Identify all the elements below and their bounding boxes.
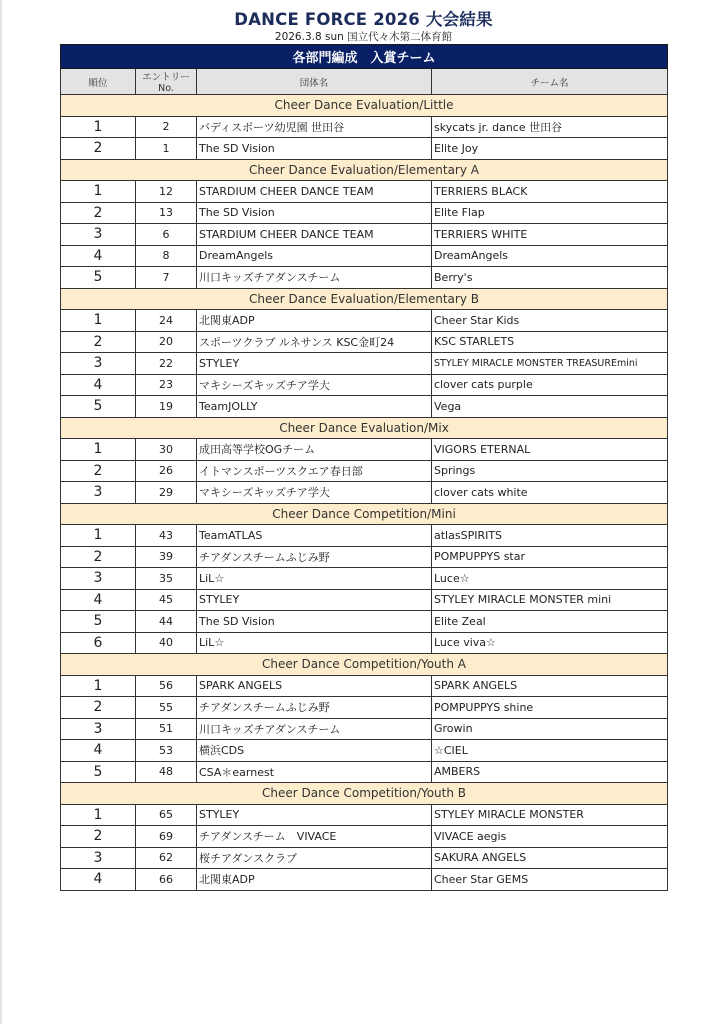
category-title: Cheer Dance Competition/Youth A <box>61 654 668 676</box>
table-row <box>61 847 668 869</box>
category-title: Cheer Dance Evaluation/Little <box>61 95 668 117</box>
category-header-row <box>61 159 668 181</box>
entry-no-cell: 44 <box>136 611 197 633</box>
organization-cell: バディスポーツ幼児園 世田谷 <box>197 116 432 138</box>
rank-cell: 2 <box>61 697 136 719</box>
entry-no-cell: 62 <box>136 847 197 869</box>
table-row <box>61 826 668 848</box>
rank-cell: 2 <box>61 460 136 482</box>
rank-cell: 2 <box>61 202 136 224</box>
team-name-cell: Luce viva☆ <box>432 632 668 654</box>
table-row <box>61 181 668 203</box>
table-row <box>61 353 668 375</box>
organization-cell: The SD Vision <box>197 202 432 224</box>
column-header-row <box>61 69 668 95</box>
category-header-row <box>61 95 668 117</box>
category-title: Cheer Dance Competition/Mini <box>61 503 668 525</box>
table-row <box>61 267 668 289</box>
organization-cell: マキシーズキッズチア学大 <box>197 374 432 396</box>
table-row <box>61 675 668 697</box>
organization-cell: 川口キッズチアダンスチーム <box>197 267 432 289</box>
entry-no-cell: 30 <box>136 439 197 461</box>
table-row <box>61 245 668 267</box>
team-name-cell: Growin <box>432 718 668 740</box>
rank-cell: 4 <box>61 245 136 267</box>
category-title: Cheer Dance Evaluation/Mix <box>61 417 668 439</box>
table-row <box>61 546 668 568</box>
team-name-cell: Springs <box>432 460 668 482</box>
rank-cell: 1 <box>61 525 136 547</box>
entry-no-cell: 7 <box>136 267 197 289</box>
entry-no-cell: 1 <box>136 138 197 160</box>
table-row <box>61 869 668 891</box>
entry-no-cell: 65 <box>136 804 197 826</box>
event-date-venue: 2026.3.8 sun 国立代々木第二体育館 <box>274 31 453 43</box>
column-header-entry-no: エントリーNo. <box>136 69 197 95</box>
table-row <box>61 525 668 547</box>
entry-no-cell: 12 <box>136 181 197 203</box>
organization-cell: 桜チアダンスクラブ <box>197 847 432 869</box>
entry-no-cell: 19 <box>136 396 197 418</box>
results-banner <box>61 45 668 69</box>
organization-cell: マキシーズキッズチア学大 <box>197 482 432 504</box>
rank-cell: 6 <box>61 632 136 654</box>
team-name-cell: Elite Zeal <box>432 611 668 633</box>
rank-cell: 3 <box>61 482 136 504</box>
team-name-cell: clover cats white <box>432 482 668 504</box>
organization-cell: イトマンスポーツスクエア春日部 <box>197 460 432 482</box>
rank-cell: 2 <box>61 138 136 160</box>
team-name-cell: SAKURA ANGELS <box>432 847 668 869</box>
entry-no-cell: 40 <box>136 632 197 654</box>
rank-cell: 1 <box>61 804 136 826</box>
entry-no-cell: 55 <box>136 697 197 719</box>
team-name-cell: clover cats purple <box>432 374 668 396</box>
table-row <box>61 589 668 611</box>
entry-no-cell: 6 <box>136 224 197 246</box>
organization-cell: DreamAngels <box>197 245 432 267</box>
entry-no-cell: 2 <box>136 116 197 138</box>
entry-no-cell: 8 <box>136 245 197 267</box>
rank-cell: 1 <box>61 310 136 332</box>
table-row <box>61 460 668 482</box>
organization-cell: STARDIUM CHEER DANCE TEAM <box>197 224 432 246</box>
organization-cell: STARDIUM CHEER DANCE TEAM <box>197 181 432 203</box>
table-row <box>61 202 668 224</box>
results-table <box>60 44 668 891</box>
table-row <box>61 697 668 719</box>
entry-no-cell: 48 <box>136 761 197 783</box>
table-row <box>61 331 668 353</box>
entry-no-cell: 23 <box>136 374 197 396</box>
category-header-row <box>61 288 668 310</box>
rank-cell: 5 <box>61 396 136 418</box>
category-header-row <box>61 417 668 439</box>
category-header-row <box>61 783 668 805</box>
organization-cell: LiL☆ <box>197 568 432 590</box>
team-name-cell: STYLEY MIRACLE MONSTER <box>432 804 668 826</box>
team-name-cell: TERRIERS WHITE <box>432 224 668 246</box>
rank-cell: 3 <box>61 718 136 740</box>
organization-cell: LiL☆ <box>197 632 432 654</box>
organization-cell: TeamJOLLY <box>197 396 432 418</box>
entry-no-cell: 45 <box>136 589 197 611</box>
entry-no-cell: 26 <box>136 460 197 482</box>
rank-cell: 2 <box>61 826 136 848</box>
rank-cell: 2 <box>61 546 136 568</box>
organization-cell: 横浜CDS <box>197 740 432 762</box>
team-name-cell: Luce☆ <box>432 568 668 590</box>
organization-cell: チアダンスチーム VIVACE <box>197 826 432 848</box>
rank-cell: 4 <box>61 589 136 611</box>
team-name-cell: Cheer Star GEMS <box>432 869 668 891</box>
banner-title: 各部門編成 入賞チーム <box>61 45 668 69</box>
table-row <box>61 632 668 654</box>
organization-cell: チアダンスチームふじみ野 <box>197 697 432 719</box>
team-name-cell: POMPUPPYS star <box>432 546 668 568</box>
team-name-cell: KSC STARLETS <box>432 331 668 353</box>
entry-no-cell: 66 <box>136 869 197 891</box>
entry-no-cell: 43 <box>136 525 197 547</box>
organization-cell: The SD Vision <box>197 611 432 633</box>
table-row <box>61 611 668 633</box>
team-name-cell: Cheer Star Kids <box>432 310 668 332</box>
entry-no-cell: 51 <box>136 718 197 740</box>
team-name-cell: STYLEY MIRACLE MONSTER TREASUREmini <box>432 353 668 375</box>
table-row <box>61 804 668 826</box>
team-name-cell: TERRIERS BLACK <box>432 181 668 203</box>
team-name-cell: POMPUPPYS shine <box>432 697 668 719</box>
entry-no-cell: 22 <box>136 353 197 375</box>
category-title: Cheer Dance Evaluation/Elementary A <box>61 159 668 181</box>
rank-cell: 3 <box>61 847 136 869</box>
table-row <box>61 439 668 461</box>
rank-cell: 4 <box>61 740 136 762</box>
table-row <box>61 224 668 246</box>
column-header-organization: 団体名 <box>197 69 432 95</box>
entry-no-cell: 39 <box>136 546 197 568</box>
organization-cell: 川口キッズチアダンスチーム <box>197 718 432 740</box>
organization-cell: SPARK ANGELS <box>197 675 432 697</box>
rank-cell: 3 <box>61 568 136 590</box>
organization-cell: The SD Vision <box>197 138 432 160</box>
rank-cell: 1 <box>61 675 136 697</box>
page-edge <box>0 0 2 1024</box>
team-name-cell: AMBERS <box>432 761 668 783</box>
entry-no-cell: 35 <box>136 568 197 590</box>
team-name-cell: DreamAngels <box>432 245 668 267</box>
team-name-cell: SPARK ANGELS <box>432 675 668 697</box>
team-name-cell: Berry's <box>432 267 668 289</box>
table-row <box>61 138 668 160</box>
category-title: Cheer Dance Competition/Youth B <box>61 783 668 805</box>
column-header-rank: 順位 <box>61 69 136 95</box>
rank-cell: 5 <box>61 611 136 633</box>
team-name-cell: Elite Joy <box>432 138 668 160</box>
organization-cell: 北関東ADP <box>197 869 432 891</box>
team-name-cell: skycats jr. dance 世田谷 <box>432 116 668 138</box>
rank-cell: 4 <box>61 869 136 891</box>
rank-cell: 5 <box>61 267 136 289</box>
organization-cell: TeamATLAS <box>197 525 432 547</box>
team-name-cell: STYLEY MIRACLE MONSTER mini <box>432 589 668 611</box>
entry-no-cell: 53 <box>136 740 197 762</box>
entry-no-cell: 13 <box>136 202 197 224</box>
category-header-row <box>61 654 668 676</box>
rank-cell: 1 <box>61 439 136 461</box>
organization-cell: 北関東ADP <box>197 310 432 332</box>
category-header-row <box>61 503 668 525</box>
table-row <box>61 374 668 396</box>
rank-cell: 3 <box>61 353 136 375</box>
page-title: DANCE FORCE 2026 大会結果 <box>234 10 493 29</box>
entry-no-cell: 56 <box>136 675 197 697</box>
entry-no-cell: 24 <box>136 310 197 332</box>
team-name-cell: Elite Flap <box>432 202 668 224</box>
category-title: Cheer Dance Evaluation/Elementary B <box>61 288 668 310</box>
team-name-cell: VIVACE aegis <box>432 826 668 848</box>
rank-cell: 2 <box>61 331 136 353</box>
organization-cell: STYLEY <box>197 353 432 375</box>
rank-cell: 1 <box>61 116 136 138</box>
table-row <box>61 761 668 783</box>
table-row <box>61 482 668 504</box>
table-row <box>61 310 668 332</box>
team-name-cell: VIGORS ETERNAL <box>432 439 668 461</box>
organization-cell: STYLEY <box>197 589 432 611</box>
team-name-cell: Vega <box>432 396 668 418</box>
table-row <box>61 396 668 418</box>
entry-no-cell: 69 <box>136 826 197 848</box>
organization-cell: スポーツクラブ ルネサンス KSC金町24 <box>197 331 432 353</box>
entry-no-cell: 29 <box>136 482 197 504</box>
column-header-team: チーム名 <box>432 69 668 95</box>
entry-no-cell: 20 <box>136 331 197 353</box>
table-row <box>61 116 668 138</box>
organization-cell: 成田高等学校OGチーム <box>197 439 432 461</box>
organization-cell: CSA＊earnest <box>197 761 432 783</box>
rank-cell: 5 <box>61 761 136 783</box>
team-name-cell: ☆CIEL <box>432 740 668 762</box>
table-row <box>61 740 668 762</box>
rank-cell: 1 <box>61 181 136 203</box>
table-row <box>61 718 668 740</box>
table-row <box>61 568 668 590</box>
rank-cell: 3 <box>61 224 136 246</box>
organization-cell: STYLEY <box>197 804 432 826</box>
team-name-cell: atlasSPIRITS <box>432 525 668 547</box>
organization-cell: チアダンスチームふじみ野 <box>197 546 432 568</box>
rank-cell: 4 <box>61 374 136 396</box>
